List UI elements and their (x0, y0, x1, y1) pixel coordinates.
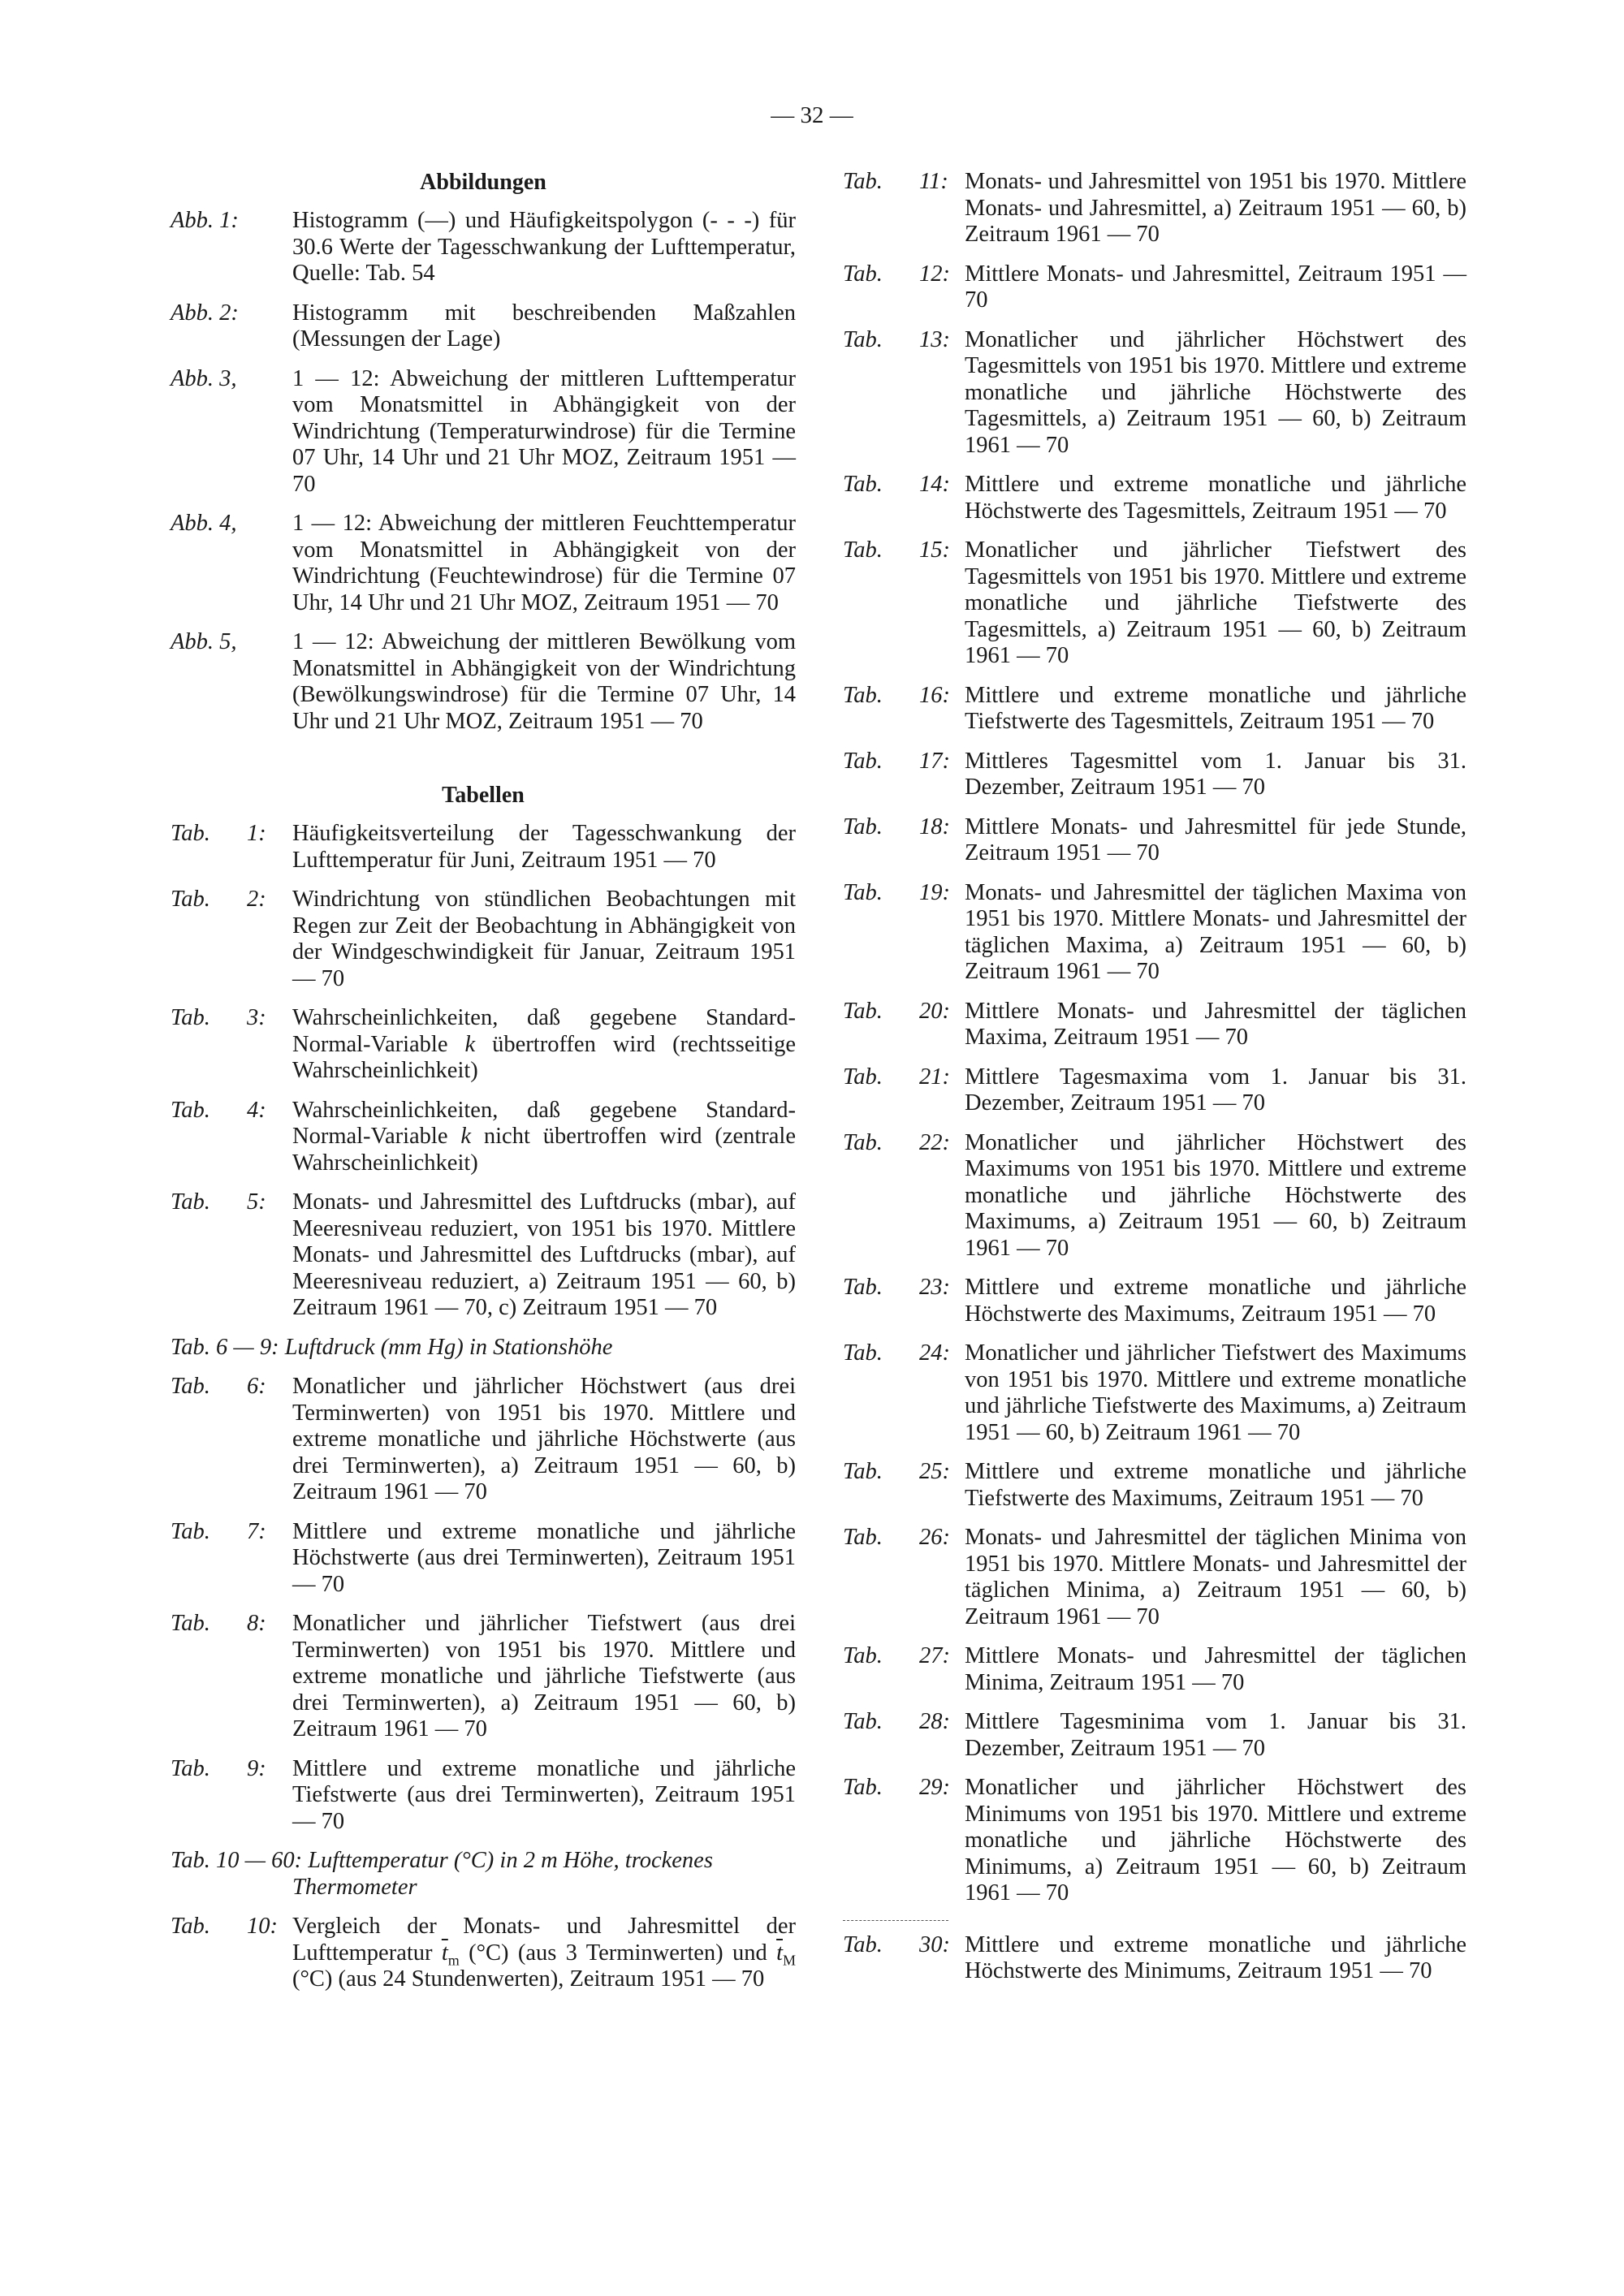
entry-number: 5: (247, 1189, 266, 1215)
variable-k: k (464, 1031, 476, 1057)
entry-number: 18: (919, 814, 950, 839)
entry-text: Mittlere und extreme monatliche und jährliche Tiefstwerte des Maximums, Zeitraum 1951 — 70 (965, 1459, 1466, 1511)
table-entry (171, 1756, 796, 1836)
entry-text: Mittleres Tagesmittel vom 1. Januar bis 31. Dezember, Zeitraum 1951 — 70 (965, 748, 1466, 800)
entry-text: Monats- und Jahresmittel des Luftdrucks (mbar), auf Meeresniveau reduziert, von 1951 bis 1970. Mittlere Monats- und Jahresmittel des Luftdrucks (mbar), auf Meeresniveau reduziert, a) Zeitraum 1951 — 60, b) Zeitraum 1961 — 70, c) Zeitraum 1951 — 70 (292, 1189, 796, 1320)
entry-text: Mittlere und extreme monatliche und jährliche Höchstwerte des Tagesmittels, Zeitraum 1951 — 70 (965, 472, 1466, 524)
entry-number: 25: (919, 1459, 950, 1484)
table-entry (171, 1611, 796, 1743)
entry-prefix: Abb. (171, 208, 214, 233)
entry-prefix: Tab. (171, 1374, 210, 1399)
entry-text: Mittlere Monats- und Jahresmittel der täglichen Minima, Zeitraum 1951 — 70 (965, 1643, 1466, 1695)
entry-prefix: Tab. (171, 1005, 210, 1030)
entry-number: 21: (919, 1064, 950, 1090)
table-entry (843, 537, 1466, 670)
entry-prefix: Tab. (171, 1097, 210, 1123)
entry-prefix: Tab. (843, 1525, 883, 1550)
entry-prefix: Tab. (843, 537, 883, 563)
table-entry (843, 1932, 1466, 1985)
entry-text: Mittlere Tagesminima vom 1. Januar bis 31. Dezember, Zeitraum 1951 — 70 (965, 1709, 1466, 1761)
entry-number: 23: (919, 1275, 950, 1300)
entry-number: 16: (919, 682, 950, 708)
table-entry (843, 472, 1466, 524)
entry-number: 5, (219, 629, 237, 654)
entry-prefix: Tab. (171, 821, 210, 846)
entry-number: 4: (247, 1097, 266, 1123)
right-column (843, 169, 1466, 1998)
figure-entry (171, 629, 796, 735)
symbol-t-bar: $\overline{t}$ (776, 1940, 783, 1966)
entry-text: Mittlere und extreme monatliche und jährliche Höchstwerte des Maximums, Zeitraum 1951 — 70 (965, 1275, 1466, 1327)
separator-rule (843, 1920, 948, 1921)
entry-text: Mittlere Tagesmaxima vom 1. Januar bis 31. Dezember, Zeitraum 1951 — 70 (965, 1064, 1466, 1116)
page-number: — 32 — (771, 102, 853, 128)
entry-prefix: Tab. (843, 998, 883, 1024)
entry-text: Mittlere und extreme monatliche und jährliche Tiefstwerte (aus drei Terminwerten), Zeitraum 1951 — 70 (292, 1755, 796, 1834)
table-entry (171, 1519, 796, 1599)
entry-number: 1: (247, 821, 266, 846)
entry-text: Monats- und Jahresmittel der täglichen Maxima von 1951 bis 1970. Mittlere Monats- und Jahresmittel der täglichen Maxima, a) Zeitraum 1951 — 60, b) Zeitraum 1961 — 70 (965, 879, 1466, 984)
entry-number: 20: (919, 998, 950, 1024)
entry-text: Windrichtung von stündlichen Beobachtungen mit Regen zur Zeit der Beobachtung in Abhängigkeit von der Windgeschwindigkeit für Januar, Zeitraum 1951 — 70 (292, 887, 796, 991)
entry-prefix: Tab. (171, 1611, 210, 1636)
entry-prefix: Tab. (843, 748, 883, 774)
table-entry (171, 1914, 796, 1993)
table-entry (171, 821, 796, 874)
entry-number: 3: (247, 1005, 266, 1030)
entry-number: 2: (247, 887, 266, 912)
entry-number: 3, (219, 365, 237, 391)
variable-k: k (460, 1124, 472, 1149)
table-entry (843, 814, 1466, 867)
entry-text: Mittlere und extreme monatliche und jährliche Höchstwerte (aus drei Terminwerten), Zeitraum 1951 — 70 (292, 1518, 796, 1597)
entry-number: 30: (919, 1931, 950, 1957)
table-entry (171, 1189, 796, 1322)
figure-entry (171, 511, 796, 616)
table-entry (843, 169, 1466, 248)
entry-prefix: Tab. (843, 1340, 883, 1366)
table-entry (843, 1525, 1466, 1630)
table-entry (843, 327, 1466, 460)
figure-entry (171, 300, 796, 353)
table-entry (843, 999, 1466, 1051)
entry-number: 24: (919, 1340, 950, 1366)
entry-text: Histogramm (—) und Häufigkeitspolygon (- - -) für 30.6 Werte der Tagesschwankung der Lufttemperatur, Quelle: Tab. 54 (292, 208, 796, 286)
entry-prefix: Tab. (843, 814, 883, 839)
entry-number: 28: (919, 1709, 950, 1734)
table-entry (843, 1459, 1466, 1512)
entry-number: 9: (247, 1755, 266, 1781)
entry-number: 19: (919, 879, 950, 905)
entry-number: 7: (247, 1518, 266, 1544)
entry-number: 12: (919, 261, 950, 287)
entry-text: 1 — 12: Abweichung der mittleren Feuchttemperatur vom Monatsmittel in Abhängigkeit von der Windrichtung (Feuchtewindrose) für die Termine 07 Uhr, 14 Uhr und 21 Uhr MOZ, Zeitraum 1951 — 70 (292, 511, 796, 615)
entry-text: Vergleich der Monats- und Jahresmittel der Lufttemperatur $\overline{t}_m$ (°C) (aus 3 Terminwerten) und $\overline{t}_M$ (°C) (aus 24 Stundenwerten), Zeitraum 1951 — 70 (292, 1914, 796, 1992)
table-entry (843, 261, 1466, 314)
entry-number: 27: (919, 1643, 950, 1668)
entry-text: Mittlere Monats- und Jahresmittel der täglichen Maxima, Zeitraum 1951 — 70 (965, 998, 1466, 1050)
entry-prefix: Tab. (843, 1709, 883, 1734)
table-entry (171, 1005, 796, 1085)
table-entry (843, 880, 1466, 986)
entry-text: Wahrscheinlichkeiten, daß gegebene Standard-Normal-Variable k übertroffen wird (rechtsseitige Wahrscheinlichkeit) (292, 1005, 796, 1083)
table-entry (843, 749, 1466, 801)
subscript-m: m (447, 1952, 460, 1969)
entry-prefix: Tab. (843, 261, 883, 287)
entry-number: 10: (247, 1914, 278, 1939)
right-entry-list (843, 169, 1466, 1907)
table-entry (843, 1275, 1466, 1327)
entry-number: 2: (219, 300, 239, 326)
table-entry (171, 1374, 796, 1506)
entry-prefix: Tab. (843, 1064, 883, 1090)
entry-prefix: Tab. (171, 1755, 210, 1781)
entry-text: Wahrscheinlichkeiten, daß gegebene Standard-Normal-Variable k nicht übertroffen wird (zentrale Wahrscheinlichkeit) (292, 1097, 796, 1176)
entry-prefix: Abb. (171, 365, 214, 391)
entry-prefix: Tab. (843, 169, 883, 194)
entry-text: Monatlicher und jährlicher Höchstwert (aus drei Terminwerten) von 1951 bis 1970. Mittlere und extreme monatliche und jährliche Höchstwerte (aus drei Terminwerten), a) Zeitraum 1951 — 60, b) Zeitraum 1961 — 70 (292, 1374, 796, 1504)
entry-text: Monats- und Jahresmittel von 1951 bis 1970. Mittlere Monats- und Jahresmittel, a) Zeitraum 1951 — 60, b) Zeitraum 1961 — 70 (965, 169, 1466, 247)
entry-prefix: Tab. (843, 1459, 883, 1484)
entry-number: 26: (919, 1525, 950, 1550)
tabellen-heading: Tabellen (442, 783, 525, 808)
entry-number: 11: (919, 169, 948, 194)
entry-text: Mittlere Monats- und Jahresmittel für jede Stunde, Zeitraum 1951 — 70 (965, 814, 1466, 865)
entry-prefix: Tab. (171, 1518, 210, 1544)
table-entry (171, 1098, 796, 1177)
table-entry (843, 683, 1466, 736)
entry-number: 14: (919, 472, 950, 497)
entry-prefix: Tab. (843, 1275, 883, 1300)
entry-text: Monatlicher und jährlicher Tiefstwert des Maximums von 1951 bis 1970. Mittlere und extreme monatliche und jährliche Tiefstwerte des Maximums, a) Zeitraum 1951 — 60, b) Zeitraum 1961 — 70 (965, 1340, 1466, 1445)
group-heading-lufttemperatur (171, 1848, 796, 1901)
entry-prefix: Tab. (843, 472, 883, 497)
entry-number: 8: (247, 1611, 266, 1636)
entry-number: 4, (219, 511, 237, 536)
entry-number: 15: (919, 537, 950, 563)
entry-prefix: Tab. (843, 1931, 883, 1957)
entry-prefix: Tab. (171, 1914, 210, 1939)
entry-text: Monats- und Jahresmittel der täglichen Minima von 1951 bis 1970. Mittlere Monats- und Jahresmittel der täglichen Minima, a) Zeitraum 1951 — 60, b) Zeitraum 1961 — 70 (965, 1525, 1466, 1629)
entry-text: 1 — 12: Abweichung der mittleren Bewölkung vom Monatsmittel in Abhängigkeit von der Windrichtung (Bewölkungswindrose) für die Termine 07 Uhr, 14 Uhr und 21 Uhr MOZ, Zeitraum 1951 — 70 (292, 629, 796, 734)
entry-text: Häufigkeitsverteilung der Tagesschwankung der Lufttemperatur für Juni, Zeitraum 1951 — 70 (292, 821, 796, 873)
entry-prefix: Abb. (171, 300, 214, 326)
entry-prefix: Tab. (843, 682, 883, 708)
entry-text: Monatlicher und jährlicher Höchstwert des Maximums von 1951 bis 1970. Mittlere und extreme monatliche und jährliche Höchstwerte des Maximums, a) Zeitraum 1951 — 60, b) Zeitraum 1961 — 70 (965, 1129, 1466, 1261)
entry-prefix: Abb. (171, 629, 214, 654)
entry-prefix: Tab. (843, 326, 883, 352)
entry-text: 1 — 12: Abweichung der mittleren Lufttemperatur vom Monatsmittel in Abhängigkeit von der Windrichtung (Temperaturwindrose) für die Termine 07 Uhr, 14 Uhr und 21 Uhr MOZ, Zeitraum 1951 — 70 (292, 365, 796, 497)
entry-text: Mittlere Monats- und Jahresmittel, Zeitraum 1951 — 70 (965, 261, 1466, 313)
table-entry (843, 1064, 1466, 1117)
entry-number: 13: (919, 326, 950, 352)
table-entry (843, 1130, 1466, 1262)
entry-text: Mittlere und extreme monatliche und jährliche Höchstwerte des Minimums, Zeitraum 1951 — 70 (965, 1931, 1466, 1983)
subscript-M: M (782, 1952, 796, 1969)
entry-prefix: Tab. (843, 1643, 883, 1668)
table-entry (843, 1643, 1466, 1696)
entry-prefix: Tab. (843, 1775, 883, 1800)
entry-number: 17: (919, 748, 950, 774)
table-entry (171, 887, 796, 992)
table-entry (843, 1340, 1466, 1446)
entry-prefix: Tab. (843, 879, 883, 905)
symbol-t-bar: $\overline{t}$ (441, 1940, 448, 1966)
entry-text: Monatlicher und jährlicher Höchstwert des Minimums von 1951 bis 1970. Mittlere und extreme monatliche und jährliche Höchstwerte des Minimums, a) Zeitraum 1951 — 60, b) Zeitraum 1961 — 70 (965, 1775, 1466, 1905)
entry-number: 6: (247, 1374, 266, 1399)
entry-text: Mittlere und extreme monatliche und jährliche Tiefstwerte des Tagesmittels, Zeitraum 1951 — 70 (965, 682, 1466, 734)
abbildungen-heading: Abbildungen (420, 170, 546, 195)
group-heading-line-2: Thermometer (292, 1874, 417, 1900)
entry-text: Histogramm mit beschreibenden Maßzahlen (Messungen der Lage) (292, 300, 796, 352)
entry-number: 22: (919, 1129, 950, 1155)
entry-prefix: Tab. (843, 1129, 883, 1155)
left-column (171, 169, 796, 2006)
entry-number: 29: (919, 1775, 950, 1800)
figure-entry (171, 208, 796, 287)
table-entry (843, 1709, 1466, 1762)
group-heading-luftdruck: Tab. 6 — 9: Luftdruck (mm Hg) in Stationshöhe (171, 1334, 613, 1360)
entry-prefix: Tab. (171, 887, 210, 912)
entry-text: Monatlicher und jährlicher Tiefstwert (aus drei Terminwerten) von 1951 bis 1970. Mittlere und extreme monatliche und jährliche Tiefstwerte (aus drei Terminwerten), a) Zeitraum 1951 — 60, b) Zeitraum 1961 — 70 (292, 1611, 796, 1741)
entry-number: 1: (219, 208, 239, 233)
entry-text: Monatlicher und jährlicher Höchstwert des Tagesmittels von 1951 bis 1970. Mittlere und extreme monatliche und jährliche Höchstwerte des Tagesmittels, a) Zeitraum 1951 — 60, b) Zeitraum 1961 — 70 (965, 326, 1466, 458)
group-heading-line-1: Tab. 10 — 60: Lufttemperatur (°C) in 2 m Höhe, trockenes (171, 1848, 713, 1873)
figure-entry (171, 366, 796, 498)
entry-prefix: Tab. (171, 1189, 210, 1215)
entry-prefix: Abb. (171, 511, 214, 536)
table-entry (843, 1775, 1466, 1907)
entry-text: Monatlicher und jährlicher Tiefstwert des Tagesmittels von 1951 bis 1970. Mittlere und extreme monatliche und jährliche Tiefstwerte des Tagesmittels, a) Zeitraum 1951 — 60, b) Zeitraum 1961 — 70 (965, 537, 1466, 668)
